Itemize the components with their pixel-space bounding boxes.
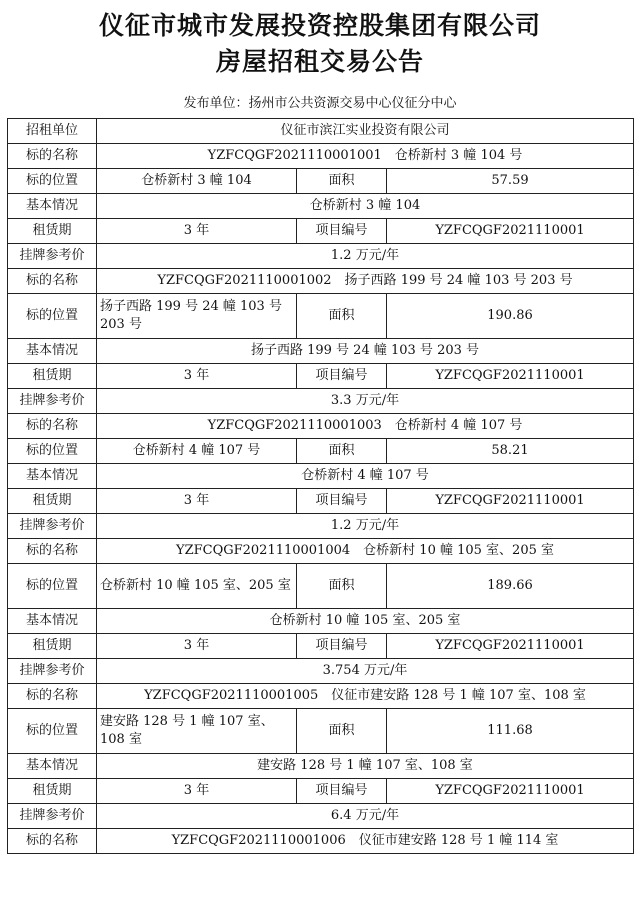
table-row	[8, 539, 634, 564]
price-label: 挂牌参考价	[8, 389, 97, 414]
project-no-label: 项目编号	[297, 779, 387, 804]
item-area: 190.86	[387, 294, 634, 339]
item-name: YZFCQGF2021110001006 仪征市建安路 128 号 1 幢 114 室	[97, 829, 634, 854]
item-name: YZFCQGF2021110001004 仓桥新村 10 幢 105 室、205 室	[97, 539, 634, 564]
table-row	[8, 489, 634, 514]
item-project-no: YZFCQGF2021110001	[387, 364, 634, 389]
table-row	[8, 564, 634, 609]
table-row	[8, 244, 634, 269]
term-label: 租赁期	[8, 489, 97, 514]
publisher-line: 发布单位：扬州市公共资源交易中心仪征分中心	[183, 96, 457, 111]
name-label: 标的名称	[8, 414, 97, 439]
item-price: 3.3 万元/年	[97, 389, 634, 414]
item-area: 189.66	[387, 564, 634, 609]
table-row	[8, 684, 634, 709]
item-location: 建安路 128 号 1 幢 107 室、108 室	[97, 709, 297, 754]
table-row	[8, 754, 634, 779]
table-row	[8, 294, 634, 339]
item-area: 58.21	[387, 439, 634, 464]
item-price: 6.4 万元/年	[97, 804, 634, 829]
table-row	[8, 829, 634, 854]
item-price: 1.2 万元/年	[97, 244, 634, 269]
basic-label: 基本情况	[8, 464, 97, 489]
table-row	[8, 414, 634, 439]
project-no-label: 项目编号	[297, 219, 387, 244]
area-label: 面积	[297, 294, 387, 339]
table-row	[8, 169, 634, 194]
location-label: 标的位置	[8, 169, 97, 194]
area-label: 面积	[297, 439, 387, 464]
item-term: 3 年	[97, 219, 297, 244]
item-area: 57.59	[387, 169, 634, 194]
table-row	[8, 779, 634, 804]
name-label: 标的名称	[8, 144, 97, 169]
term-label: 租赁期	[8, 364, 97, 389]
item-term: 3 年	[97, 634, 297, 659]
location-label: 标的位置	[8, 294, 97, 339]
basic-label: 基本情况	[8, 609, 97, 634]
term-label: 租赁期	[8, 634, 97, 659]
unit-value: 仪征市滨江实业投资有限公司	[97, 119, 634, 144]
item-term: 3 年	[97, 364, 297, 389]
project-no-label: 项目编号	[297, 634, 387, 659]
table-row	[8, 364, 634, 389]
table-row	[8, 269, 634, 294]
item-location: 仓桥新村 3 幢 104	[97, 169, 297, 194]
item-price: 1.2 万元/年	[97, 514, 634, 539]
table-row	[8, 339, 634, 364]
price-label: 挂牌参考价	[8, 514, 97, 539]
item-basic: 仓桥新村 3 幢 104	[97, 194, 634, 219]
name-label: 标的名称	[8, 829, 97, 854]
title-line-2: 房屋招租交易公告	[215, 47, 424, 76]
basic-label: 基本情况	[8, 194, 97, 219]
term-label: 租赁期	[8, 779, 97, 804]
table-row	[8, 514, 634, 539]
item-name: YZFCQGF2021110001005 仪征市建安路 128 号 1 幢 107 室、108 室	[97, 684, 634, 709]
item-name: YZFCQGF2021110001003 仓桥新村 4 幢 107 号	[97, 414, 634, 439]
item-basic: 扬子西路 199 号 24 幢 103 号 203 号	[97, 339, 634, 364]
basic-label: 基本情况	[8, 754, 97, 779]
table-row	[8, 609, 634, 634]
table-row	[8, 634, 634, 659]
table-row	[8, 194, 634, 219]
project-no-label: 项目编号	[297, 364, 387, 389]
item-term: 3 年	[97, 779, 297, 804]
item-area: 111.68	[387, 709, 634, 754]
item-basic: 仓桥新村 4 幢 107 号	[97, 464, 634, 489]
rental-table	[7, 118, 634, 854]
item-name: YZFCQGF2021110001001 仓桥新村 3 幢 104 号	[97, 144, 634, 169]
title-line-1: 仪征市城市发展投资控股集团有限公司	[98, 11, 541, 40]
item-project-no: YZFCQGF2021110001	[387, 634, 634, 659]
area-label: 面积	[297, 709, 387, 754]
table-row	[8, 464, 634, 489]
item-price: 3.754 万元/年	[97, 659, 634, 684]
table-row	[8, 439, 634, 464]
item-project-no: YZFCQGF2021110001	[387, 779, 634, 804]
item-project-no: YZFCQGF2021110001	[387, 489, 634, 514]
table-row	[8, 389, 634, 414]
location-label: 标的位置	[8, 439, 97, 464]
item-location: 扬子西路 199 号 24 幢 103 号 203 号	[97, 294, 297, 339]
price-label: 挂牌参考价	[8, 804, 97, 829]
name-label: 标的名称	[8, 269, 97, 294]
area-label: 面积	[297, 564, 387, 609]
table-row	[8, 219, 634, 244]
table-row	[8, 709, 634, 754]
item-location: 仓桥新村 10 幢 105 室、205 室	[97, 564, 297, 609]
table-row	[8, 119, 634, 144]
price-label: 挂牌参考价	[8, 659, 97, 684]
item-name: YZFCQGF2021110001002 扬子西路 199 号 24 幢 103 号 203 号	[97, 269, 634, 294]
unit-label: 招租单位	[8, 119, 97, 144]
project-no-label: 项目编号	[297, 489, 387, 514]
basic-label: 基本情况	[8, 339, 97, 364]
table-row	[8, 659, 634, 684]
area-label: 面积	[297, 169, 387, 194]
table-row	[8, 144, 634, 169]
location-label: 标的位置	[8, 564, 97, 609]
name-label: 标的名称	[8, 539, 97, 564]
item-term: 3 年	[97, 489, 297, 514]
item-project-no: YZFCQGF2021110001	[387, 219, 634, 244]
table-row	[8, 804, 634, 829]
item-location: 仓桥新村 4 幢 107 号	[97, 439, 297, 464]
price-label: 挂牌参考价	[8, 244, 97, 269]
item-basic: 仓桥新村 10 幢 105 室、205 室	[97, 609, 634, 634]
term-label: 租赁期	[8, 219, 97, 244]
location-label: 标的位置	[8, 709, 97, 754]
item-basic: 建安路 128 号 1 幢 107 室、108 室	[97, 754, 634, 779]
name-label: 标的名称	[8, 684, 97, 709]
